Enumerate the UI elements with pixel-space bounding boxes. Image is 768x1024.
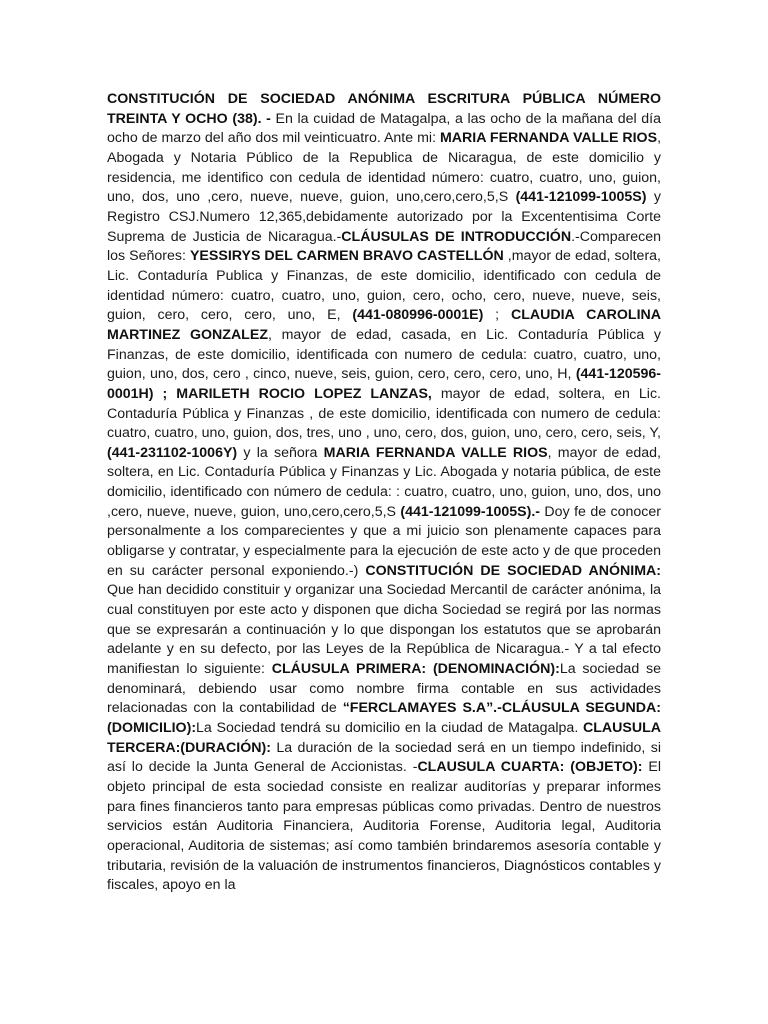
text-run: .-Comparecen los Señores:	[107, 228, 661, 265]
bold-text-run: (441-231102-1006Y)	[107, 444, 238, 461]
text-run: y la señora	[237, 444, 324, 461]
deed-paragraph	[107, 90, 661, 896]
bold-text-run: “FERCLAMAYES S.A”.-CLÁUSULA SEGUNDA: (DOMICILIO):	[107, 700, 661, 736]
bold-text-run: CLAUSULA CUARTA: (OBJETO):	[417, 759, 643, 776]
text-run: , mayor de edad, casada, en Lic. Contaduría Pública y Finanzas, de este domicilio, identificada con numero de cedula: cuatro, cuatro, uno, guion, uno, dos, cero , cinco, nueve, seis, guion, cero, cero, cero, uno, H,	[107, 326, 661, 383]
bold-text-run: (441-121099-1005S)	[515, 189, 647, 206]
text-run: En la cuidad de Matagalpa, a las ocho de la mañana del día ocho de marzo del año dos mil veinticuatro. Ante mi:	[107, 110, 661, 147]
bold-text-run: (441-080996-0001E)	[352, 307, 484, 324]
bold-text-run: MARIA FERNANDA VALLE RIOS	[439, 130, 658, 147]
bold-text-run: CLÁUSULAS DE INTRODUCCIÓN	[341, 228, 572, 245]
bold-text-run: (441-120596-0001H) ; MARILETH ROCIO LOPEZ LANZAS,	[107, 366, 661, 402]
text-run: La Sociedad tendrá su domicilio en la ciudad de Matagalpa.	[196, 720, 583, 736]
text-run: Doy fe de conocer personalmente a los comparecientes y que a mi juicio son plenamente capaces para obligarse y contratar, y especialmente para la ejecución de este acto y de que proceden en su carácter personal exponiendo.-)	[107, 503, 661, 579]
bold-text-run: CLAUDIA CAROLINA MARTINEZ GONZALEZ	[107, 307, 661, 343]
bold-text-run: CLAUSULA TERCERA:(DURACIÓN):	[107, 720, 661, 756]
text-run: La sociedad se denominará, debiendo usar como nombre firma contable en sus actividades relacionadas con la contabilidad de	[107, 661, 661, 717]
text-run: y Registro CSJ.Numero 12,365,debidamente autorizado por la Excententisima Corte Suprema de Justicia de Nicaragua.-	[107, 189, 661, 245]
bold-text-run: CONSTITUCIÓN DE SOCIEDAD ANÓNIMA:	[365, 562, 661, 579]
text-run: ,mayor de edad, soltera, Lic. Contaduría Publica y Finanzas, de este domicilio, identificado con cedula de identidad número: cuatro, cuatro, uno, guion, cero, ocho, cero, nueve, nueve, seis, guion, cero, cero, cero, uno, E,	[107, 248, 661, 324]
text-run: El objeto principal de esta sociedad consiste en realizar auditorías y preparar informes para fines financieros tanto para empresas públicas como privadas. Dentro de nuestros servicios están Auditoria Financiera, Auditoria Forense, Auditoria legal, Auditoria operacional, Auditoria de sistemas; así como también brindaremos asesoría contable y tributaria, revisión de la valuación de instrumentos financieros, Diagnósticos contables y fiscales, apoyo en la	[107, 759, 662, 894]
text-run: mayor de edad, soltera, en Lic. Contaduría Pública y Finanzas , de este domicilio, identificada con numero de cedula: cuatro, cuatro, uno, guion, dos, tres, uno , uno, cero, dos, guion, uno, cero, cero, seis, Y,	[107, 385, 661, 442]
text-run: La duración de la sociedad será en un tiempo indefinido, si así lo decide la Junta General de Accionistas. -	[107, 739, 661, 776]
bold-text-run: CONSTITUCIÓN DE SOCIEDAD ANÓNIMA ESCRITURA PÚBLICA NÚMERO TREINTA Y OCHO (38). -	[107, 91, 661, 127]
bold-text-run: CLÁUSULA PRIMERA: (DENOMINACIÓN):	[271, 661, 560, 678]
text-run: Que han decidido constituir y organizar una Sociedad Mercantil de carácter anónima, la cual constituyen por este acto y disponen que dicha Sociedad se regirá por las normas que se expresarán a continuación y lo que dispongan los estatutos que se aprobarán adelante y en su defecto, por las Leyes de la República de Nicaragua.- Y a tal efecto manifiestan lo siguiente:	[107, 582, 661, 678]
bold-text-run: MARIA FERNANDA VALLE RIOS	[323, 444, 548, 461]
text-run: , mayor de edad, soltera, en Lic. Contaduría Pública y Finanzas y Lic. Abogada y notaria pública, de este domicilio, identificado con número de cedula: : cuatro, cuatro, uno, guion, uno, dos, uno ,cero, nueve, nueve, guion, uno,cero,cero,5,S	[107, 444, 661, 520]
text-run: ;	[483, 307, 511, 324]
text-run: , Abogada y Notaria Público de la Republica de Nicaragua, de este domicilio y residencia, me identifico con cedula de identidad número: cuatro, cuatro, uno, guion, uno, dos, uno ,cero, nueve, nueve, guion, uno,cero,cero,5,S	[107, 130, 662, 206]
bold-text-run: (441-121099-1005S).-	[400, 503, 541, 520]
bold-text-run: YESSIRYS DEL CARMEN BRAVO CASTELLÓN	[189, 248, 504, 265]
document-page	[107, 90, 661, 896]
